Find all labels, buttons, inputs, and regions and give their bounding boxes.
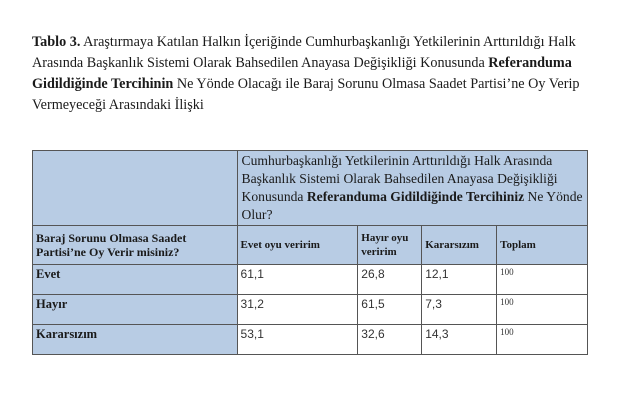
row-label: Kararsızım xyxy=(33,325,238,355)
row-label: Evet xyxy=(33,265,238,295)
table-caption xyxy=(32,32,612,116)
cell: 14,3 xyxy=(422,325,497,355)
table-row xyxy=(33,325,588,355)
column-header: Toplam xyxy=(497,226,588,265)
column-header: Evet oyu veririm xyxy=(237,226,358,265)
column-header-row xyxy=(33,226,588,265)
cell: 61,5 xyxy=(358,295,422,325)
cell: 26,8 xyxy=(358,265,422,295)
cell: 100 xyxy=(497,325,588,355)
cell: 12,1 xyxy=(422,265,497,295)
cell: 53,1 xyxy=(237,325,358,355)
caption-text: Araştırmaya Katılan Halkın İçeriğinde Cumhurbaşkanlığı Yetkilerinin Arttırıldığı Halk Arasında Başkanlık Sistemi Olarak Bahsedilen Anayasa Değişikliği Konusunda xyxy=(32,34,576,71)
question-text-end: Ne Yönde Olur? xyxy=(241,189,583,222)
cell: 31,2 xyxy=(237,295,358,325)
cell: 61,1 xyxy=(237,265,358,295)
question-text: Cumhurbaşkanlığı Yetkilerinin Arttırıldığı Halk Arasında Başkanlık Sistemi Olarak Bahsedilen Anayasa Değişikliği Konusunda xyxy=(241,153,558,204)
cell: 7,3 xyxy=(422,295,497,325)
table-row xyxy=(33,295,588,325)
row-header: Baraj Sorunu Olmasa Saadet Partisi’ne Oy Verir misiniz? xyxy=(33,226,238,265)
cell: 100 xyxy=(497,295,588,325)
caption-label: Tablo 3. xyxy=(32,34,81,50)
column-header: Hayır oyu veririm xyxy=(358,226,422,265)
cell: 32,6 xyxy=(358,325,422,355)
caption-bold: Referanduma Gidildiğinde Tercihinin xyxy=(32,55,572,92)
cell: 100 xyxy=(497,265,588,295)
question-cell xyxy=(237,151,587,226)
question-bold: Referanduma Gidildiğinde Tercihiniz xyxy=(306,189,525,204)
caption-text-end: Ne Yönde Olacağı ile Baraj Sorunu Olmasa Saadet Partisi’ne Oy Verip Vermeyeceği Arasındaki İlişki xyxy=(32,76,580,113)
row-label: Hayır xyxy=(33,295,238,325)
data-table xyxy=(32,150,588,355)
empty-corner-cell xyxy=(33,151,238,226)
column-header: Kararsızım xyxy=(422,226,497,265)
table-row xyxy=(33,265,588,295)
question-header-row xyxy=(33,151,588,226)
